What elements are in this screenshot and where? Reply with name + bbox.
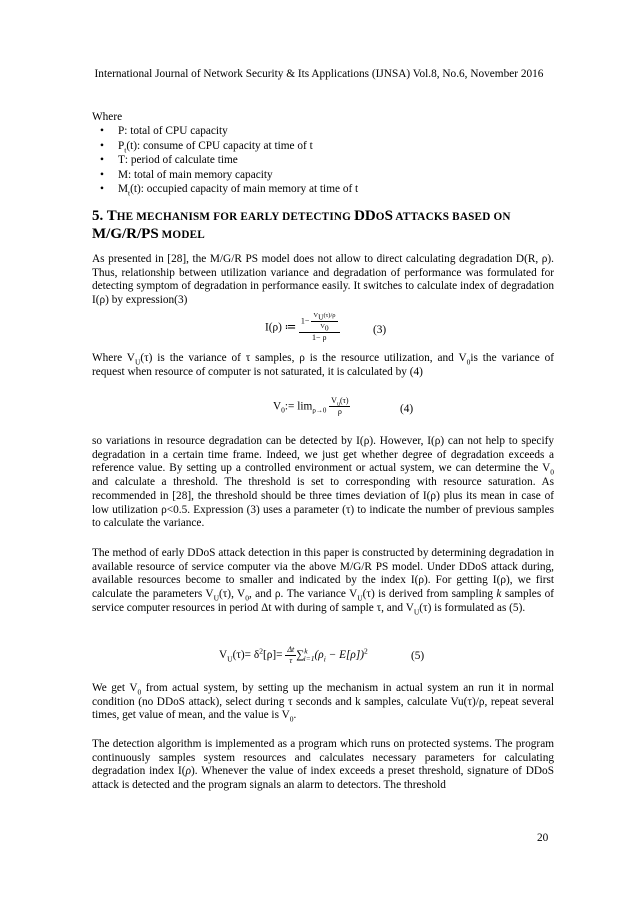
list-item: • T: period of calculate time xyxy=(92,153,358,168)
paragraph-detection-algorithm: The detection algorithm is implemented as a program which runs on protected systems. The program continuously samples system resources and calculates necessary parameters for calculating degradation index I(ρ). Whenever the value of index exceeds a preset threshold, signature of DDoS attack is detected and the program signals an alarm to detectors. The threshold xyxy=(92,738,554,792)
running-header: International Journal of Network Security & Its Applications (IJNSA) Vol.8, No.6, November 2016 xyxy=(94,68,544,80)
equation-3 xyxy=(265,311,340,343)
paragraph-method: The method of early DDoS attack detection in this paper is constructed by determining degradation in available resource of service computer via the above M/G/R PS model. Under DDoS attack during, available resources become to smaller and indicated by the index I(ρ). For getting I(ρ), we first calculate the parameters $V_U(\tau)$, $V_0$, and ρ. The variance $V_U(\tau)$ is derived from sampling k samples of service computer resources in period Δt with during of sample τ, and $V_U(\tau)$ is formulated as (5). xyxy=(92,547,554,617)
list-item: • $M_t(t)$: occupied capacity of main memory at time of t xyxy=(92,182,358,197)
eq3-denominator: 1− ρ xyxy=(311,333,327,342)
paragraph-variance-definition: Where $V_U(\tau)$ is the variance of τ samples, ρ is the resource utilization, and $V_0is$ the variance of request when resource of computer is not saturated, it is calculated by (4) xyxy=(92,352,554,378)
paragraph-obtain-v0: We get $V_0$ from actual system, by setting up the mechanism in actual system an run it in normal condition (no DDoS attack), select during τ seconds and k samples, calculate Vu(τ)/ρ, repeat several times, get value of mean, and the value is $V_0$. xyxy=(92,682,554,724)
equation-4: $V_0:= \lim_{\rho\to 0}$ $\frac{V_u(\tau)}{\rho}$ xyxy=(273,396,349,416)
page-number: 20 xyxy=(537,832,549,844)
section-heading: 5. THE MECHANISM FOR EARLY DETECTING DDOS ATTACKS BASED ON M/G/R/PS MODEL xyxy=(92,208,511,242)
eq4-fraction: $\frac{V_u(\tau)}{\rho}$ xyxy=(331,396,349,416)
list-item: • $P_t(t)$: consume of CPU capacity at time of t xyxy=(92,139,358,154)
eq5-fraction: $\frac{\Delta t}{\tau}$ xyxy=(287,645,295,665)
eq3-inner-fraction: $\frac{V_U(\tau)/\rho}{V_0}$ xyxy=(313,312,336,333)
paragraph-threshold: so variations in resource degradation can be detected by I(ρ). However, I(ρ) can not help to specify degradation in a certain time frame. Indeed, we just get whether degree of degradation exceeds a reference value. By setting up a controlled environment or actual system, we can determine the $V_0$ and calculate a threshold. The threshold is set to corresponding with resource saturation. As recommended in [28], the threshold should be three times deviation of I(ρ) plus its mean in case of low utilization ρ<0.5. Expression (3) uses a parameter (τ) to indicate the number of previous samples to calculate the variance. xyxy=(92,435,554,530)
eq3-numerator-lead: 1− xyxy=(300,316,310,326)
list-item: • M: total of main memory capacity xyxy=(92,168,358,183)
equation-3-number: (3) xyxy=(373,324,387,336)
eq3-fraction xyxy=(299,311,340,343)
equation-4-number: (4) xyxy=(400,403,414,415)
paragraph-model-intro: As presented in [28], the M/G/R PS model does not allow to direct calculating degradation D(R, ρ). Thus, relationship between utilization variance and degradation of performance was formulated for detecting symptom of degradation in performance easily. It switches to calculate index of degradation I(ρ) by expression(3) xyxy=(92,253,554,307)
equation-5-number: (5) xyxy=(411,650,425,662)
where-label: Where xyxy=(92,111,123,123)
list-item: • P: total of CPU capacity xyxy=(92,124,358,139)
eq3-lhs: I(ρ) ≔ xyxy=(265,321,297,334)
variable-definition-list xyxy=(92,124,358,197)
equation-5: $V_U(\tau)= \delta^2[\rho]=$ $\frac{\Delta t}{\tau}$ $\sum^k_{i=1}(\rho_i - E[\rho])^2$ xyxy=(219,645,368,665)
